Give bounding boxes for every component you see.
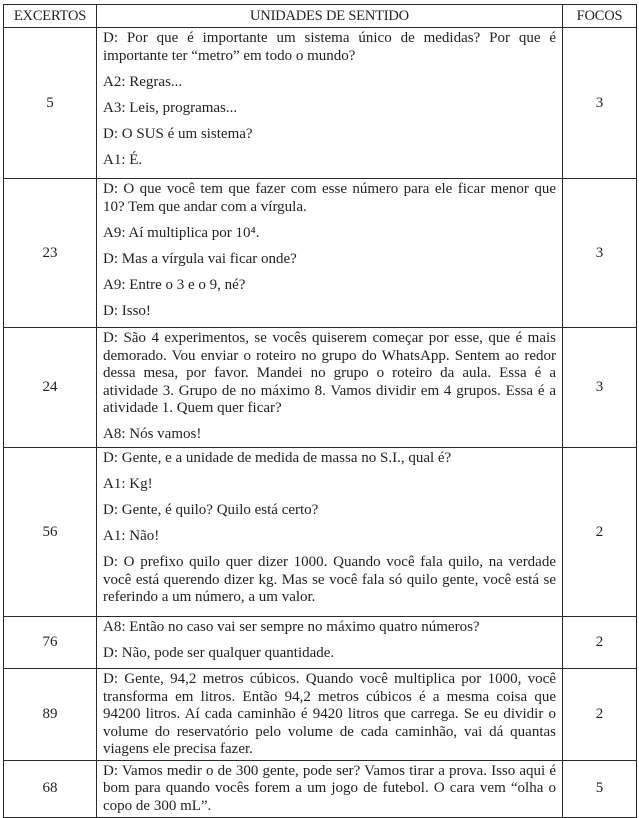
table-row: [4, 448, 637, 617]
excerpts-table: [3, 4, 637, 818]
unidades-de-sentido-cell: [97, 669, 563, 761]
table-row: [4, 617, 637, 669]
excerto-number: 89: [4, 669, 97, 761]
excerto-number: 5: [4, 28, 97, 179]
dialogue-line: D: Gente, e a unidade de medida de massa no S.I., qual é?: [103, 450, 452, 466]
excerto-number: 76: [4, 617, 97, 669]
focos-value: 3: [563, 28, 637, 179]
table-row: [4, 760, 637, 817]
dialogue-line: D: São 4 experimentos, se vocês quiserem começar por esse, que é mais demorado. Vou enviar o roteiro no grupo do WhatsApp. Sentem ao redor dessa mesa, por favor. Mandei no grupo o roteiro da aula. Essa é a atividade 3. Grupo de no máximo 8. Vamos dividir em 4 grupos. Essa é a atividade 1. Quem quer ficar?: [103, 330, 556, 416]
dialogue-line: A1: Não!: [103, 528, 160, 544]
excerto-number: 56: [4, 448, 97, 617]
focos-value: 3: [563, 328, 637, 448]
dialogue-line: D: Mas a vírgula vai ficar onde?: [103, 250, 297, 267]
dialogue-line: D: Isso!: [103, 302, 151, 319]
focos-value: 2: [563, 617, 637, 669]
focos-value: 5: [563, 760, 637, 817]
dialogue-line: A1: É.: [103, 151, 143, 168]
dialogue-line: D: Não, pode ser qualquer quantidade.: [103, 645, 335, 661]
unidades-de-sentido-cell: [97, 28, 563, 179]
dialogue-line: A2: Regras...: [103, 73, 183, 90]
focos-value: 3: [563, 179, 637, 328]
dialogue-line: D: Gente, 94,2 metros cúbicos. Quando você multiplica por 1000, você transforma em litros. Então 94,2 metros cúbicos é a mesma coisa que 94200 litros. Aí cada caminhão é 9420 litros que carrega. Se eu dividir o volume do reservatório pelo volume de cada caminhão, vai dá quantas viagens ele precisa fazer.: [103, 671, 556, 757]
dialogue-line: D: O prefixo quilo quer dizer 1000. Quando você fala quilo, na verdade você está querendo dizer kg. Mas se você fala só quilo gente, você está se referindo a um número, a um valor.: [103, 554, 556, 605]
unidades-de-sentido-cell: [97, 328, 563, 448]
dialogue-line: A3: Leis, programas...: [103, 99, 238, 116]
dialogue-line: D: O que você tem que fazer com esse número para ele ficar menor que 10? Tem que andar com a vírgula.: [103, 181, 556, 215]
dialogue-line: D: O SUS é um sistema?: [103, 125, 253, 142]
header-focos: FOCOS: [563, 5, 637, 28]
table-row: [4, 328, 637, 448]
header-unidades-de-sentido: UNIDADES DE SENTIDO: [97, 5, 563, 28]
unidades-de-sentido-cell: [97, 448, 563, 617]
unidades-de-sentido-cell: [97, 617, 563, 669]
excerto-number: 24: [4, 328, 97, 448]
table-row: [4, 28, 637, 179]
table-row: [4, 179, 637, 328]
focos-value: 2: [563, 669, 637, 761]
dialogue-line: A8: Então no caso vai ser sempre no máximo quatro números?: [103, 619, 480, 635]
dialogue-line: D: Gente, é quilo? Quilo está certo?: [103, 502, 319, 518]
header-excertos: EXCERTOS: [4, 5, 97, 28]
header-row: [4, 5, 637, 28]
excerto-number: 23: [4, 179, 97, 328]
unidades-de-sentido-cell: [97, 179, 563, 328]
table-row: [4, 669, 637, 761]
excerto-number: 68: [4, 760, 97, 817]
focos-value: 2: [563, 448, 637, 617]
dialogue-line: A9: Aí multiplica por 10⁴.: [103, 224, 260, 241]
dialogue-line: D: Por que é importante um sistema único de medidas? Por que é importante ter “metro” em todo o mundo?: [103, 30, 556, 64]
dialogue-line: D: Vamos medir o de 300 gente, pode ser? Vamos tirar a prova. Isso aqui é bom para quando vocês forem a um jogo de futebol. O cara vem “olha o copo de 300 mL”.: [103, 762, 556, 814]
dialogue-line: A8: Nós vamos!: [103, 426, 202, 442]
unidades-de-sentido-cell: [97, 760, 563, 817]
dialogue-line: A1: Kg!: [103, 476, 153, 492]
dialogue-line: A9: Entre o 3 e o 9, né?: [103, 276, 246, 293]
